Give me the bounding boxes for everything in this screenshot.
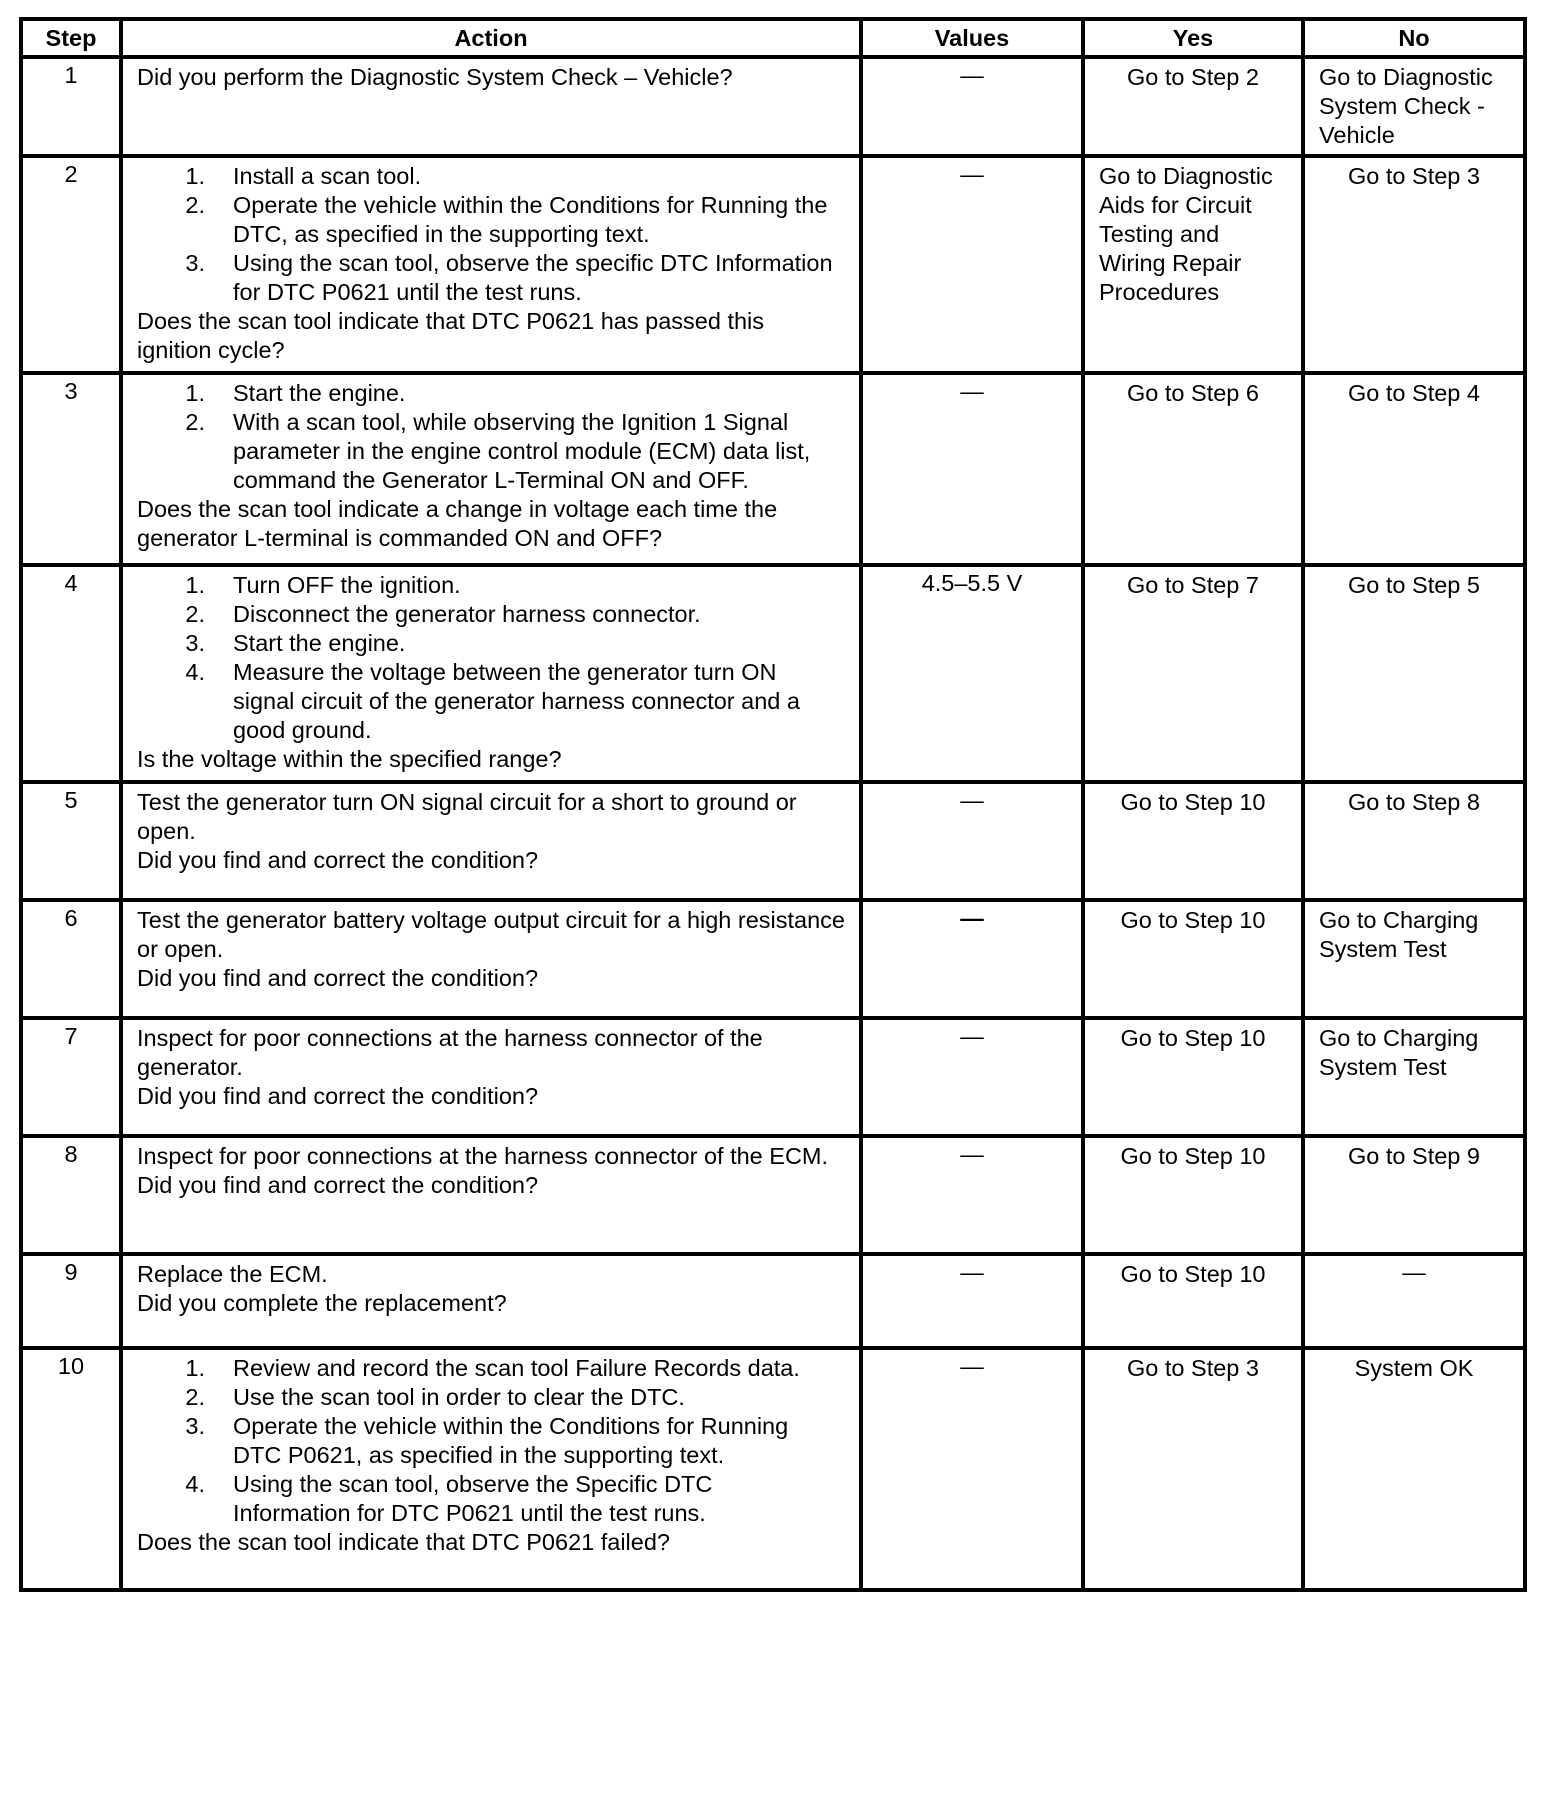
yes-link[interactable]: Go to Step 10 bbox=[1120, 1261, 1266, 1287]
table-row-step-4 bbox=[21, 565, 1525, 782]
yes-link[interactable]: Go to Step 2 bbox=[1127, 64, 1259, 90]
no-link[interactable]: Go to Step 5 bbox=[1348, 572, 1480, 598]
action-question: Did you find and correct the condition? bbox=[137, 1172, 539, 1198]
no-cell bbox=[1303, 156, 1525, 373]
step-number: 3 bbox=[21, 373, 121, 565]
yes-cell bbox=[1083, 156, 1303, 373]
list-item: 4. Using the scan tool, observe the Specific DTC Information for DTC P0621 until the test runs. bbox=[185, 1471, 713, 1526]
no-link[interactable]: Go to Step 9 bbox=[1348, 1143, 1480, 1169]
diagnostic-table bbox=[19, 17, 1527, 1592]
action-question: Did you find and correct the condition? bbox=[137, 965, 539, 991]
action-intro: Inspect for poor connections at the harness connector of the ECM. bbox=[137, 1143, 829, 1169]
no-link[interactable]: Go to Charging System Test bbox=[1319, 907, 1479, 962]
list-item: 2. With a scan tool, while observing the Ignition 1 Signal parameter in the engine control module (ECM) data list, command the Generator L-Terminal ON and OFF. bbox=[185, 409, 811, 493]
action-intro: Replace the ECM. bbox=[137, 1261, 328, 1287]
list-item: 3. Operate the vehicle within the Conditions for Running DTC P0621, as specified in the supporting text. bbox=[185, 1413, 789, 1468]
yes-link[interactable]: Go to Diagnostic Aids for Circuit Testing and Wiring Repair Procedures bbox=[1099, 163, 1273, 305]
value-cell: — bbox=[861, 1348, 1083, 1590]
value-cell: — bbox=[861, 1018, 1083, 1136]
no-cell bbox=[1303, 373, 1525, 565]
action-intro: Test the generator turn ON signal circuit for a short to ground or open. bbox=[137, 789, 797, 844]
action-cell bbox=[121, 57, 861, 156]
header-action: Action bbox=[121, 19, 861, 57]
action-cell bbox=[121, 156, 861, 373]
table-row-step-10 bbox=[21, 1348, 1525, 1590]
value-cell: — bbox=[861, 373, 1083, 565]
action-question: Does the scan tool indicate that DTC P0621 has passed this ignition cycle? bbox=[137, 308, 765, 363]
no-link[interactable]: Go to Step 8 bbox=[1348, 789, 1480, 815]
list-item: 1. Install a scan tool. bbox=[185, 163, 422, 189]
step-number: 6 bbox=[21, 900, 121, 1018]
action-intro: Test the generator battery voltage output circuit for a high resistance or open. bbox=[137, 907, 846, 962]
step-number: 2 bbox=[21, 156, 121, 373]
header-yes: Yes bbox=[1083, 19, 1303, 57]
step-number: 1 bbox=[21, 57, 121, 156]
step-number: 4 bbox=[21, 565, 121, 782]
list-item: 2. Use the scan tool in order to clear the DTC. bbox=[185, 1384, 685, 1410]
header-step: Step bbox=[21, 19, 121, 57]
action-cell bbox=[121, 1254, 861, 1348]
value-cell: — bbox=[861, 57, 1083, 156]
list-item: 1. Review and record the scan tool Failure Records data. bbox=[185, 1355, 800, 1381]
list-item: 2. Disconnect the generator harness connector. bbox=[185, 601, 701, 627]
value-cell: 4.5–5.5 V bbox=[861, 565, 1083, 782]
no-link[interactable]: Go to Charging System Test bbox=[1319, 1025, 1479, 1080]
yes-cell bbox=[1083, 57, 1303, 156]
list-item: 1. Start the engine. bbox=[185, 380, 406, 406]
action-cell bbox=[121, 1018, 861, 1136]
table-row-step-3 bbox=[21, 373, 1525, 565]
no-link[interactable]: Go to Diagnostic System Check - Vehicle bbox=[1319, 64, 1493, 148]
yes-link[interactable]: Go to Step 7 bbox=[1127, 572, 1259, 598]
yes-cell bbox=[1083, 373, 1303, 565]
no-cell: — bbox=[1303, 1254, 1525, 1348]
table-row-step-9 bbox=[21, 1254, 1525, 1348]
no-cell bbox=[1303, 900, 1525, 1018]
value-cell: — bbox=[861, 900, 1083, 1018]
yes-cell bbox=[1083, 1254, 1303, 1348]
no-cell bbox=[1303, 1018, 1525, 1136]
list-item: 3. Using the scan tool, observe the specific DTC Information for DTC P0621 until the test runs. bbox=[185, 250, 833, 305]
action-question: Did you find and correct the condition? bbox=[137, 847, 539, 873]
list-item: 4. Measure the voltage between the generator turn ON signal circuit of the generator harness connector and a good ground. bbox=[185, 659, 800, 743]
action-question: Did you complete the replacement? bbox=[137, 1290, 507, 1316]
yes-cell bbox=[1083, 1348, 1303, 1590]
table-row-step-1 bbox=[21, 57, 1525, 156]
yes-link[interactable]: Go to Step 6 bbox=[1127, 380, 1259, 406]
no-cell bbox=[1303, 1136, 1525, 1254]
yes-link[interactable]: Go to Step 10 bbox=[1120, 1025, 1266, 1051]
yes-cell bbox=[1083, 782, 1303, 900]
no-cell bbox=[1303, 782, 1525, 900]
list-item: 3. Start the engine. bbox=[185, 630, 406, 656]
header-no: No bbox=[1303, 19, 1525, 57]
no-link[interactable]: Go to Step 4 bbox=[1348, 380, 1480, 406]
yes-cell bbox=[1083, 565, 1303, 782]
yes-link[interactable]: Go to Step 10 bbox=[1120, 789, 1266, 815]
step-number: 8 bbox=[21, 1136, 121, 1254]
value-cell: — bbox=[861, 1254, 1083, 1348]
list-item: 2. Operate the vehicle within the Conditions for Running the DTC, as specified in the supporting text. bbox=[185, 192, 828, 247]
no-cell bbox=[1303, 57, 1525, 156]
value-cell: — bbox=[861, 1136, 1083, 1254]
table-row-step-8 bbox=[21, 1136, 1525, 1254]
table-row-step-2 bbox=[21, 156, 1525, 373]
list-item: 1. Turn OFF the ignition. bbox=[185, 572, 461, 598]
action-intro: Did you perform the Diagnostic System Check – Vehicle? bbox=[137, 64, 733, 90]
no-link[interactable]: Go to Step 3 bbox=[1348, 163, 1480, 189]
header-values: Values bbox=[861, 19, 1083, 57]
yes-link[interactable]: Go to Step 10 bbox=[1120, 907, 1266, 933]
value-cell: — bbox=[861, 782, 1083, 900]
table-row-step-6 bbox=[21, 900, 1525, 1018]
action-cell bbox=[121, 565, 861, 782]
action-steps-list bbox=[137, 571, 845, 745]
action-steps-list bbox=[137, 1354, 845, 1528]
no-link[interactable]: System OK bbox=[1354, 1355, 1474, 1381]
value-cell: — bbox=[861, 156, 1083, 373]
step-number: 9 bbox=[21, 1254, 121, 1348]
action-question: Does the scan tool indicate a change in voltage each time the generator L-terminal is commanded ON and OFF? bbox=[137, 496, 778, 551]
action-cell bbox=[121, 782, 861, 900]
yes-cell bbox=[1083, 1018, 1303, 1136]
yes-link[interactable]: Go to Step 3 bbox=[1127, 1355, 1259, 1381]
action-question: Does the scan tool indicate that DTC P0621 failed? bbox=[137, 1529, 670, 1555]
yes-cell bbox=[1083, 1136, 1303, 1254]
action-cell bbox=[121, 1136, 861, 1254]
no-cell bbox=[1303, 565, 1525, 782]
action-steps-list bbox=[137, 379, 845, 495]
yes-link[interactable]: Go to Step 10 bbox=[1120, 1143, 1266, 1169]
action-cell bbox=[121, 1348, 861, 1590]
action-intro: Inspect for poor connections at the harness connector of the generator. bbox=[137, 1025, 763, 1080]
step-number: 7 bbox=[21, 1018, 121, 1136]
table-row-step-7 bbox=[21, 1018, 1525, 1136]
action-cell bbox=[121, 373, 861, 565]
yes-cell bbox=[1083, 900, 1303, 1018]
action-question: Is the voltage within the specified range? bbox=[137, 746, 562, 772]
no-cell bbox=[1303, 1348, 1525, 1590]
header-row bbox=[21, 19, 1525, 57]
action-question: Did you find and correct the condition? bbox=[137, 1083, 539, 1109]
table-row-step-5 bbox=[21, 782, 1525, 900]
step-number: 5 bbox=[21, 782, 121, 900]
step-number: 10 bbox=[21, 1348, 121, 1590]
action-steps-list bbox=[137, 162, 845, 307]
action-cell bbox=[121, 900, 861, 1018]
